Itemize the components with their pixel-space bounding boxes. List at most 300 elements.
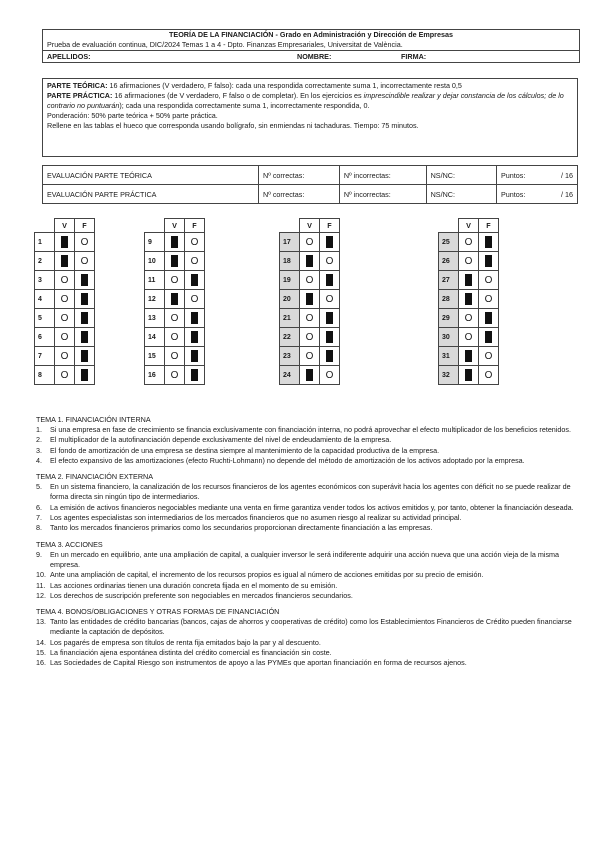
instr-practica <box>47 91 573 111</box>
filled-mark-icon <box>485 236 492 248</box>
answer-number: 27 <box>439 271 459 290</box>
filled-mark-icon <box>326 274 333 286</box>
answer-row <box>280 290 340 309</box>
filled-mark-icon <box>191 369 198 381</box>
answer-cell-f[interactable] <box>75 366 95 385</box>
answer-cell-v[interactable] <box>55 309 75 328</box>
answer-number: 5 <box>35 309 55 328</box>
empty-circle-icon: O <box>305 331 314 343</box>
grid-header-f: F <box>75 219 95 233</box>
answer-row <box>145 271 205 290</box>
filled-mark-icon <box>191 350 198 362</box>
answer-number: 25 <box>439 233 459 252</box>
score-puntos[interactable]: Puntos: <box>496 166 557 185</box>
answer-number: 7 <box>35 347 55 366</box>
empty-circle-icon: O <box>60 312 69 324</box>
question-number: 4. <box>36 455 42 465</box>
answer-cell-f[interactable] <box>75 309 95 328</box>
answer-row <box>35 309 95 328</box>
apellidos-label: APELLIDOS: <box>47 52 91 61</box>
question-item <box>36 425 576 435</box>
answer-grid-header <box>35 219 95 233</box>
question-number: 5. <box>36 482 42 492</box>
empty-circle-icon: O <box>170 350 179 362</box>
answer-number: 16 <box>145 366 165 385</box>
question-text: En un sistema financiero, la canalización de los recursos financieros de los agentes económicos con superávit hacia los agentes con déficit no se puede realizar de forma directa sin ningún tipo de intermediarios. <box>50 482 571 502</box>
answer-cell-v[interactable] <box>459 347 479 366</box>
question-text: Las acciones ordinarias tienen una duración concreta fijada en el momento de su emisión. <box>50 580 338 590</box>
question-number: 16. <box>36 658 46 668</box>
filled-mark-icon <box>326 312 333 324</box>
score-total: / 16 <box>557 166 578 185</box>
question-number: 15. <box>36 648 46 658</box>
answer-cell-v[interactable] <box>300 252 320 271</box>
answer-cell-f[interactable] <box>479 309 499 328</box>
score-incorrectas[interactable]: Nº incorrectas: <box>339 166 426 185</box>
empty-circle-icon: O <box>464 255 473 267</box>
filled-mark-icon <box>191 331 198 343</box>
section-title: TEMA 1. FINANCIACIÓN INTERNA <box>36 415 151 424</box>
filled-mark-icon <box>306 255 313 267</box>
answer-number: 11 <box>145 271 165 290</box>
question-item <box>36 617 576 638</box>
filled-mark-icon <box>61 236 68 248</box>
answer-row <box>35 271 95 290</box>
answer-row <box>35 233 95 252</box>
answer-cell-f[interactable] <box>185 366 205 385</box>
answer-row <box>439 271 499 290</box>
question-text: La emisión de activos financieros negociables mediante una venta en firme garantiza vender todos los activos emitidos y, por tanto, obtener la financiación deseada. <box>50 502 574 512</box>
answer-row <box>280 347 340 366</box>
question-item <box>36 446 576 456</box>
answer-cell-v[interactable] <box>300 290 320 309</box>
practica-text: 16 afirmaciones (de V verdadero, F falso o de completar). En los ejercicios es <box>112 91 364 101</box>
answer-cell-v[interactable] <box>55 366 75 385</box>
question-number: 12. <box>36 590 46 600</box>
answer-grid <box>34 218 95 385</box>
answer-row <box>280 366 340 385</box>
filled-mark-icon <box>81 274 88 286</box>
answer-cell-v[interactable] <box>55 233 75 252</box>
filled-mark-icon <box>171 255 178 267</box>
empty-circle-icon: O <box>60 331 69 343</box>
empty-circle-icon: O <box>464 331 473 343</box>
answer-row <box>280 309 340 328</box>
answer-cell-v[interactable] <box>165 309 185 328</box>
filled-mark-icon <box>326 331 333 343</box>
answer-row <box>439 366 499 385</box>
score-nsnc[interactable]: NS/NC: <box>426 166 496 185</box>
answer-cell-f[interactable] <box>479 233 499 252</box>
answer-cell-f[interactable] <box>320 366 340 385</box>
answer-cell-f[interactable] <box>75 328 95 347</box>
answer-number: 20 <box>280 290 300 309</box>
answer-cell-v[interactable] <box>165 366 185 385</box>
filled-mark-icon <box>81 369 88 381</box>
question-number: 6. <box>36 502 42 512</box>
question-text: Tanto los mercados financieros primarios como los secundarios proporcionan directamente financiación a las empresas. <box>50 523 433 533</box>
empty-circle-icon: O <box>305 236 314 248</box>
answer-number: 26 <box>439 252 459 271</box>
answer-cell-v[interactable] <box>165 233 185 252</box>
instr-teorica <box>47 81 573 91</box>
answer-grid-header <box>280 219 340 233</box>
answer-cell-v[interactable] <box>300 271 320 290</box>
firma-label: FIRMA: <box>401 52 427 61</box>
answer-cell-v[interactable] <box>55 271 75 290</box>
answer-cell-f[interactable] <box>75 347 95 366</box>
answer-cell-v[interactable] <box>300 309 320 328</box>
empty-circle-icon: O <box>484 274 493 286</box>
exam-subtitle: Prueba de evaluación continua, DIC/2024 Temas 1 a 4 - Dpto. Finanzas Empresariales, Universitat de València. <box>47 40 403 49</box>
filled-mark-icon <box>81 312 88 324</box>
score-puntos[interactable]: Puntos: <box>496 185 557 204</box>
section-title: TEMA 3. ACCIONES <box>36 539 103 549</box>
instr-rellene: Rellene en las tablas el hueco que corresponda usando bolígrafo, sin enmiendas ni tachaduras. Tiempo: 75 minutos. <box>47 121 419 131</box>
empty-circle-icon: O <box>305 312 314 324</box>
filled-mark-icon <box>485 255 492 267</box>
answer-number: 19 <box>280 271 300 290</box>
answer-cell-f[interactable] <box>75 290 95 309</box>
grid-corner <box>145 219 165 233</box>
answer-cell-v[interactable] <box>459 271 479 290</box>
answer-number: 23 <box>280 347 300 366</box>
question-number: 11. <box>36 580 46 590</box>
exam-header <box>42 29 580 63</box>
answer-cell-f[interactable] <box>75 233 95 252</box>
exam-title: TEORÍA DE LA FINANCIACIÓN - Grado en Administración y Dirección de Empresas <box>169 30 453 39</box>
answer-cell-v[interactable] <box>300 347 320 366</box>
answer-number: 32 <box>439 366 459 385</box>
answer-row <box>439 347 499 366</box>
score-total: / 16 <box>557 185 578 204</box>
answer-cell-v[interactable] <box>459 290 479 309</box>
question-text: Las Sociedades de Capital Riesgo son instrumentos de apoyo a las PYMEs que aportan financiación en forma de recursos ajenos. <box>50 658 467 668</box>
answer-cell-f[interactable] <box>320 252 340 271</box>
empty-circle-icon: O <box>325 255 334 267</box>
question-number: 9. <box>36 549 42 559</box>
score-incorrectas[interactable]: Nº incorrectas: <box>339 185 426 204</box>
filled-mark-icon <box>465 369 472 381</box>
answer-cell-v[interactable] <box>165 290 185 309</box>
question-item <box>36 550 576 571</box>
answer-row <box>35 328 95 347</box>
question-number: 13. <box>36 617 46 627</box>
empty-circle-icon: O <box>60 350 69 362</box>
answer-number: 12 <box>145 290 165 309</box>
answer-cell-v[interactable] <box>459 233 479 252</box>
empty-circle-icon: O <box>305 350 314 362</box>
answer-cell-v[interactable] <box>165 347 185 366</box>
answer-cell-f[interactable] <box>75 252 95 271</box>
empty-circle-icon: O <box>170 331 179 343</box>
question-text: El multiplicador de la autofinanciación depende exclusivamente del nivel de endeudamiento de la empresa. <box>50 435 392 445</box>
grid-header-v: V <box>300 219 320 233</box>
answer-number: 4 <box>35 290 55 309</box>
answer-cell-v[interactable] <box>55 252 75 271</box>
answer-number: 2 <box>35 252 55 271</box>
answer-cell-v[interactable] <box>165 328 185 347</box>
question-item <box>36 503 576 513</box>
answer-row <box>280 328 340 347</box>
answer-cell-v[interactable] <box>55 328 75 347</box>
answer-row <box>145 233 205 252</box>
answer-grid <box>279 218 340 385</box>
answer-row <box>280 233 340 252</box>
questions-list <box>36 415 576 675</box>
answer-cell-f[interactable] <box>320 328 340 347</box>
instr-ponderacion: Ponderación: 50% parte teórica + 50% parte práctica. <box>47 111 218 121</box>
question-item <box>36 523 576 533</box>
empty-circle-icon: O <box>190 236 199 248</box>
empty-circle-icon: O <box>305 274 314 286</box>
score-label: EVALUACIÓN PARTE TEÓRICA <box>43 166 259 185</box>
grid-header-v: V <box>459 219 479 233</box>
answer-cell-f[interactable] <box>320 309 340 328</box>
answer-number: 30 <box>439 328 459 347</box>
answer-number: 29 <box>439 309 459 328</box>
filled-mark-icon <box>465 293 472 305</box>
answer-number: 6 <box>35 328 55 347</box>
grid-header-v: V <box>165 219 185 233</box>
answer-row <box>280 252 340 271</box>
answer-number: 8 <box>35 366 55 385</box>
answer-grid <box>438 218 499 385</box>
grid-header-f: F <box>479 219 499 233</box>
practica-text2: ); cada una respondida correctamente suma 1, incorrectamente respondida, 0. <box>119 101 370 111</box>
filled-mark-icon <box>191 312 198 324</box>
empty-circle-icon: O <box>60 293 69 305</box>
instructions-box <box>42 78 578 157</box>
question-text: Si una empresa en fase de crecimiento se financia exclusivamente con financiación interna, no podrá aprovechar el efecto multiplicador de los beneficios retenidos. <box>50 425 571 434</box>
answer-number: 9 <box>145 233 165 252</box>
answer-row <box>145 347 205 366</box>
grid-corner <box>439 219 459 233</box>
answer-cell-f[interactable] <box>185 233 205 252</box>
answer-row <box>145 366 205 385</box>
empty-circle-icon: O <box>80 236 89 248</box>
question-text: Los pagarés de empresa son títulos de renta fija emitados bajo la par y al descuento. <box>50 637 321 647</box>
empty-circle-icon: O <box>464 312 473 324</box>
section-title: TEMA 2. FINANCIACIÓN EXTERNA <box>36 472 154 482</box>
empty-circle-icon: O <box>170 369 179 381</box>
answer-row <box>439 290 499 309</box>
question-item <box>36 435 576 445</box>
answer-row <box>145 252 205 271</box>
answer-number: 13 <box>145 309 165 328</box>
answer-cell-v[interactable] <box>165 271 185 290</box>
answer-cell-f[interactable] <box>320 347 340 366</box>
empty-circle-icon: O <box>325 369 334 381</box>
score-label: EVALUACIÓN PARTE PRÁCTICA <box>43 185 259 204</box>
filled-mark-icon <box>465 274 472 286</box>
empty-circle-icon: O <box>484 293 493 305</box>
answer-row <box>35 290 95 309</box>
answer-number: 10 <box>145 252 165 271</box>
question-item <box>36 513 576 523</box>
answer-cell-f[interactable] <box>320 290 340 309</box>
teorica-text: 16 afirmaciones (V verdadero, F falso): cada una respondida correctamente suma 1, incorrectamente resta 0,5 <box>107 81 462 90</box>
grid-corner <box>280 219 300 233</box>
question-text: Los agentes especialistas son intermediarios de los mercados financieros que no asumen riesgo al realizar su actividad principal. <box>50 513 462 523</box>
question-item <box>36 482 576 503</box>
question-number: 3. <box>36 445 42 455</box>
filled-mark-icon <box>485 312 492 324</box>
answer-row <box>439 233 499 252</box>
filled-mark-icon <box>485 331 492 343</box>
answer-number: 15 <box>145 347 165 366</box>
score-correctas[interactable]: Nº correctas: <box>259 185 340 204</box>
answer-cell-v[interactable] <box>55 347 75 366</box>
question-text: La financiación ajena espontánea distinta del crédito comercial es financiación sin coste. <box>50 648 332 658</box>
answer-number: 31 <box>439 347 459 366</box>
question-item <box>36 581 576 591</box>
answer-cell-v[interactable] <box>459 366 479 385</box>
answer-cell-f[interactable] <box>479 366 499 385</box>
answer-number: 22 <box>280 328 300 347</box>
empty-circle-icon: O <box>170 274 179 286</box>
answer-cell-v[interactable] <box>300 328 320 347</box>
question-text: Los derechos de suscripción preferente son negociables en mercados financieros secundarios. <box>50 590 353 600</box>
teorica-label: PARTE TEÓRICA: <box>47 81 108 90</box>
answer-number: 21 <box>280 309 300 328</box>
answer-row <box>280 271 340 290</box>
empty-circle-icon: O <box>60 369 69 381</box>
question-section <box>36 472 576 533</box>
grid-header-f: F <box>185 219 205 233</box>
question-item <box>36 456 576 466</box>
answer-cell-f[interactable] <box>320 233 340 252</box>
question-item <box>36 591 576 601</box>
student-fields <box>43 50 579 62</box>
question-text: El efecto expansivo de las amortizaciones (efecto Ruchti-Lohmann) no depende del método de amortización de los activos adoptado por la empresa. <box>50 455 525 465</box>
answer-row <box>145 309 205 328</box>
empty-circle-icon: O <box>190 255 199 267</box>
section-title: TEMA 4. BONOS/OBLIGACIONES Y OTRAS FORMAS DE FINANCIACIÓN <box>36 607 280 617</box>
empty-circle-icon: O <box>60 274 69 286</box>
answer-cell-f[interactable] <box>185 271 205 290</box>
answer-number: 1 <box>35 233 55 252</box>
filled-mark-icon <box>306 369 313 381</box>
grid-corner <box>35 219 55 233</box>
filled-mark-icon <box>81 331 88 343</box>
question-text: En un mercado en equilibrio, ante una ampliación de capital, a cualquier inversor le será indiferente adquirir una acción nueva que una acción vieja de la misma empresa. <box>50 549 560 569</box>
filled-mark-icon <box>81 293 88 305</box>
question-item <box>36 648 576 658</box>
answer-cell-f[interactable] <box>185 252 205 271</box>
answer-grid-header <box>439 219 499 233</box>
question-number: 1. <box>36 425 42 434</box>
answer-cell-f[interactable] <box>479 271 499 290</box>
question-number: 14. <box>36 637 46 647</box>
practica-italic: imprescindible realizar y dejar constancia de los cálculos; de lo contrario no puntuarán <box>47 91 564 111</box>
question-item <box>36 570 576 580</box>
empty-circle-icon: O <box>170 312 179 324</box>
question-number: 10. <box>36 570 46 580</box>
answer-cell-v[interactable] <box>459 309 479 328</box>
answer-number: 17 <box>280 233 300 252</box>
filled-mark-icon <box>61 255 68 267</box>
empty-circle-icon: O <box>484 369 493 381</box>
filled-mark-icon <box>465 350 472 362</box>
grid-header-f: F <box>320 219 340 233</box>
score-row <box>43 166 578 185</box>
question-item <box>36 658 576 668</box>
filled-mark-icon <box>171 293 178 305</box>
answer-cell-f[interactable] <box>185 290 205 309</box>
question-item <box>36 638 576 648</box>
question-number: 2. <box>36 435 42 445</box>
answer-cell-f[interactable] <box>185 347 205 366</box>
filled-mark-icon <box>326 236 333 248</box>
answer-cell-f[interactable] <box>479 290 499 309</box>
score-correctas[interactable]: Nº correctas: <box>259 166 340 185</box>
empty-circle-icon: O <box>80 255 89 267</box>
answer-row <box>439 328 499 347</box>
grid-header-v: V <box>55 219 75 233</box>
answer-cell-v[interactable] <box>55 290 75 309</box>
answer-cell-f[interactable] <box>479 347 499 366</box>
question-number: 8. <box>36 523 42 533</box>
answer-number: 3 <box>35 271 55 290</box>
answer-number: 18 <box>280 252 300 271</box>
question-text: El fondo de amortización de una empresa se destina siempre al mantenimiento de la capacidad productiva de la empresa. <box>50 445 440 455</box>
nombre-label: NOMBRE: <box>297 52 332 61</box>
answer-number: 24 <box>280 366 300 385</box>
answer-cell-f[interactable] <box>479 328 499 347</box>
answer-number: 28 <box>439 290 459 309</box>
answer-cell-v[interactable] <box>300 366 320 385</box>
answer-cell-f[interactable] <box>75 271 95 290</box>
empty-circle-icon: O <box>484 350 493 362</box>
answer-grid <box>144 218 205 385</box>
score-row <box>43 185 578 204</box>
filled-mark-icon <box>171 236 178 248</box>
question-section <box>36 607 576 668</box>
answer-cell-f[interactable] <box>185 328 205 347</box>
answer-row <box>145 290 205 309</box>
score-table <box>42 165 578 204</box>
answer-row <box>35 366 95 385</box>
answer-cell-v[interactable] <box>300 233 320 252</box>
filled-mark-icon <box>81 350 88 362</box>
answer-cell-f[interactable] <box>185 309 205 328</box>
answer-cell-f[interactable] <box>479 252 499 271</box>
filled-mark-icon <box>326 350 333 362</box>
empty-circle-icon: O <box>464 236 473 248</box>
question-text: Tanto las entidades de crédito bancarias (bancos, cajas de ahorros y cooperativas de crédito) como los Establecimientos Financieros de Crédito pueden financiarse mediante la captación de depósitos. <box>50 617 572 637</box>
answer-row <box>35 252 95 271</box>
answer-cell-v[interactable] <box>165 252 185 271</box>
empty-circle-icon: O <box>190 293 199 305</box>
empty-circle-icon: O <box>325 293 334 305</box>
answer-cell-f[interactable] <box>320 271 340 290</box>
answer-grid-header <box>145 219 205 233</box>
answer-cell-v[interactable] <box>459 252 479 271</box>
filled-mark-icon <box>306 293 313 305</box>
filled-mark-icon <box>191 274 198 286</box>
question-number: 7. <box>36 513 42 523</box>
practica-label: PARTE PRÁCTICA: <box>47 91 113 101</box>
question-section <box>36 415 576 466</box>
question-section <box>36 540 576 601</box>
answer-row <box>35 347 95 366</box>
answer-row <box>439 252 499 271</box>
answer-row <box>439 309 499 328</box>
answer-number: 14 <box>145 328 165 347</box>
answer-cell-v[interactable] <box>459 328 479 347</box>
score-nsnc[interactable]: NS/NC: <box>426 185 496 204</box>
